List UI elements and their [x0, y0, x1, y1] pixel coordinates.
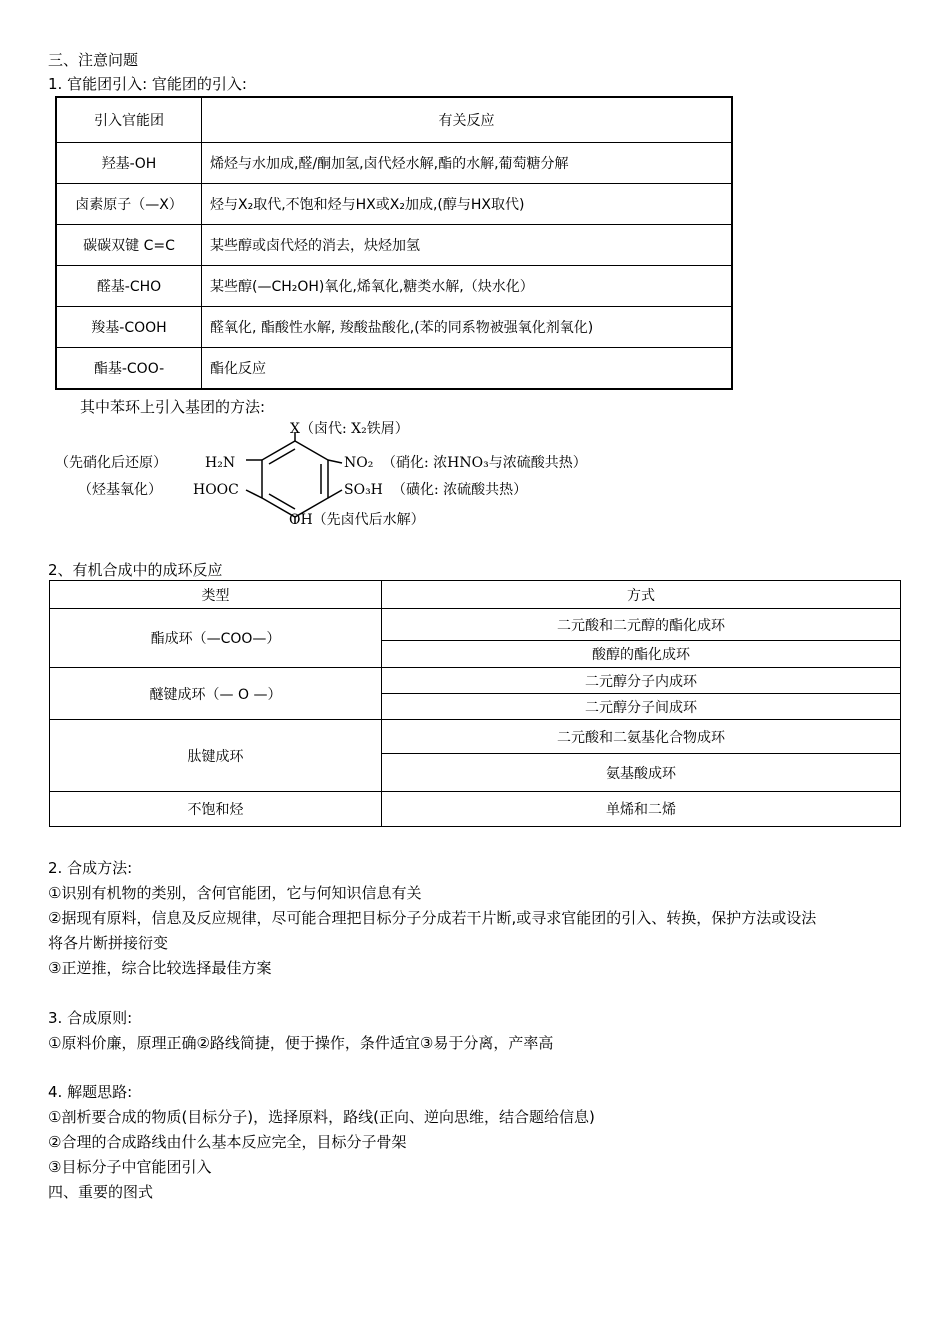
table-cell: 氨基酸成环	[382, 754, 901, 792]
item-title: 1. 官能团引入: 官能团的引入:	[48, 75, 247, 93]
section-title: 三、注意问题	[48, 51, 139, 69]
table-cell: 酯基-COO-	[56, 348, 202, 390]
table-cell: 醛基-CHO	[56, 266, 202, 307]
table-header-cell: 引入官能团	[56, 97, 202, 143]
table-row	[50, 792, 901, 827]
ring-double-bond	[269, 449, 295, 464]
ring-formation-table	[49, 580, 901, 827]
thinking-title: 4. 解题思路:	[48, 1083, 133, 1101]
table-row	[50, 609, 901, 641]
benzene-right-top-note: （硝化: 浓HNO₃与浓硫酸共热）	[382, 455, 587, 471]
ring-double-bond	[269, 494, 295, 509]
benzene-left-top-note: （先硝化后还原）	[55, 455, 167, 471]
table-header-cell: 类型	[50, 581, 382, 609]
table-header-row	[50, 581, 901, 609]
table-cell: 肽键成环	[50, 720, 382, 792]
benzene-ring	[262, 441, 328, 517]
thinking-line: ①剖析要合成的物质(目标分子)，选择原料，路线(正向、逆向思维，结合题给信息)	[48, 1108, 595, 1126]
table-cell: 羟基-OH	[56, 143, 202, 184]
table-cell: 二元醇分子间成环	[382, 694, 901, 720]
item-title: 2、有机合成中的成环反应	[48, 561, 223, 579]
principle-line: ①原料价廉，原理正确②路线简捷，便于操作，条件适宜③易于分离，产率高	[48, 1034, 554, 1052]
benzene-right-bottom-note: （磺化: 浓硫酸共热）	[392, 482, 528, 498]
table-header-cell: 有关反应	[202, 97, 733, 143]
method-line: 将各片断拼接衍变	[48, 934, 169, 952]
bond-left-bottom	[246, 490, 262, 498]
table-cell: 酯成环（—COO—）	[50, 609, 382, 668]
table-cell: 酸醇的酯化成环	[382, 641, 901, 668]
benzene-left-bottom-note: （烃基氧化）	[78, 482, 162, 498]
benzene-right-bottom-group: SO₃H	[344, 482, 383, 498]
benzene-substitution-diagram	[0, 0, 950, 540]
table-header-cell: 方式	[382, 581, 901, 609]
method-line: ①识别有机物的类别，含何官能团，它与何知识信息有关	[48, 884, 422, 902]
bond-right-bottom	[328, 490, 342, 498]
method-title: 2. 合成方法:	[48, 859, 133, 877]
method-line: ③正逆推，综合比较选择最佳方案	[48, 959, 272, 977]
table-cell: 二元酸和二元醇的酯化成环	[382, 609, 901, 641]
table-cell: 二元醇分子内成环	[382, 668, 901, 694]
table-row	[50, 668, 901, 694]
table-cell: 酯化反应	[202, 348, 733, 390]
table-cell: 单烯和二烯	[382, 792, 901, 827]
thinking-line: ②合理的合成路线由什么基本反应完全，目标分子骨架	[48, 1133, 407, 1151]
table-cell: 烯烃与水加成,醛/酮加氢,卤代烃水解,酯的水解,葡萄糖分解	[202, 143, 733, 184]
principle-title: 3. 合成原则:	[48, 1009, 133, 1027]
table-cell: 不饱和烃	[50, 792, 382, 827]
section-title: 四、重要的图式	[48, 1183, 154, 1201]
table-cell: 醚键成环（— O —）	[50, 668, 382, 720]
benzene-left-top-group: H₂N	[205, 455, 236, 471]
thinking-line: ③目标分子中官能团引入	[48, 1158, 212, 1176]
bond-right-top	[328, 460, 342, 463]
table-cell: 羧基-COOH	[56, 307, 202, 348]
table-row	[50, 720, 901, 754]
benzene-note: 其中苯环上引入基团的方法:	[80, 398, 266, 416]
benzene-left-bottom-group: HOOC	[193, 482, 239, 498]
table-cell: 醛氧化, 酯酸性水解, 羧酸盐酸化,(苯的同系物被强氧化剂氧化)	[202, 307, 733, 348]
table-cell: 某些醇或卤代烃的消去，炔烃加氢	[202, 225, 733, 266]
table-cell: 卤素原子（—X）	[56, 184, 202, 225]
benzene-top-label: X（卤代: X₂铁屑）	[290, 421, 409, 437]
method-line: ②据现有原料，信息及反应规律，尽可能合理把目标分子分成若干片断,或寻求官能团的引入、转换，保护方法或设法	[48, 909, 817, 927]
benzene-bottom-label: OH（先卤代后水解）	[289, 512, 425, 528]
table-cell: 烃与X₂取代,不饱和烃与HX或X₂加成,(醇与HX取代)	[202, 184, 733, 225]
table-cell: 二元酸和二氨基化合物成环	[382, 720, 901, 754]
table-cell: 某些醇(—CH₂OH)氧化,烯氧化,糖类水解,（炔水化）	[202, 266, 733, 307]
table-cell: 碳碳双键 C=C	[56, 225, 202, 266]
benzene-right-top-group: NO₂	[344, 455, 374, 471]
